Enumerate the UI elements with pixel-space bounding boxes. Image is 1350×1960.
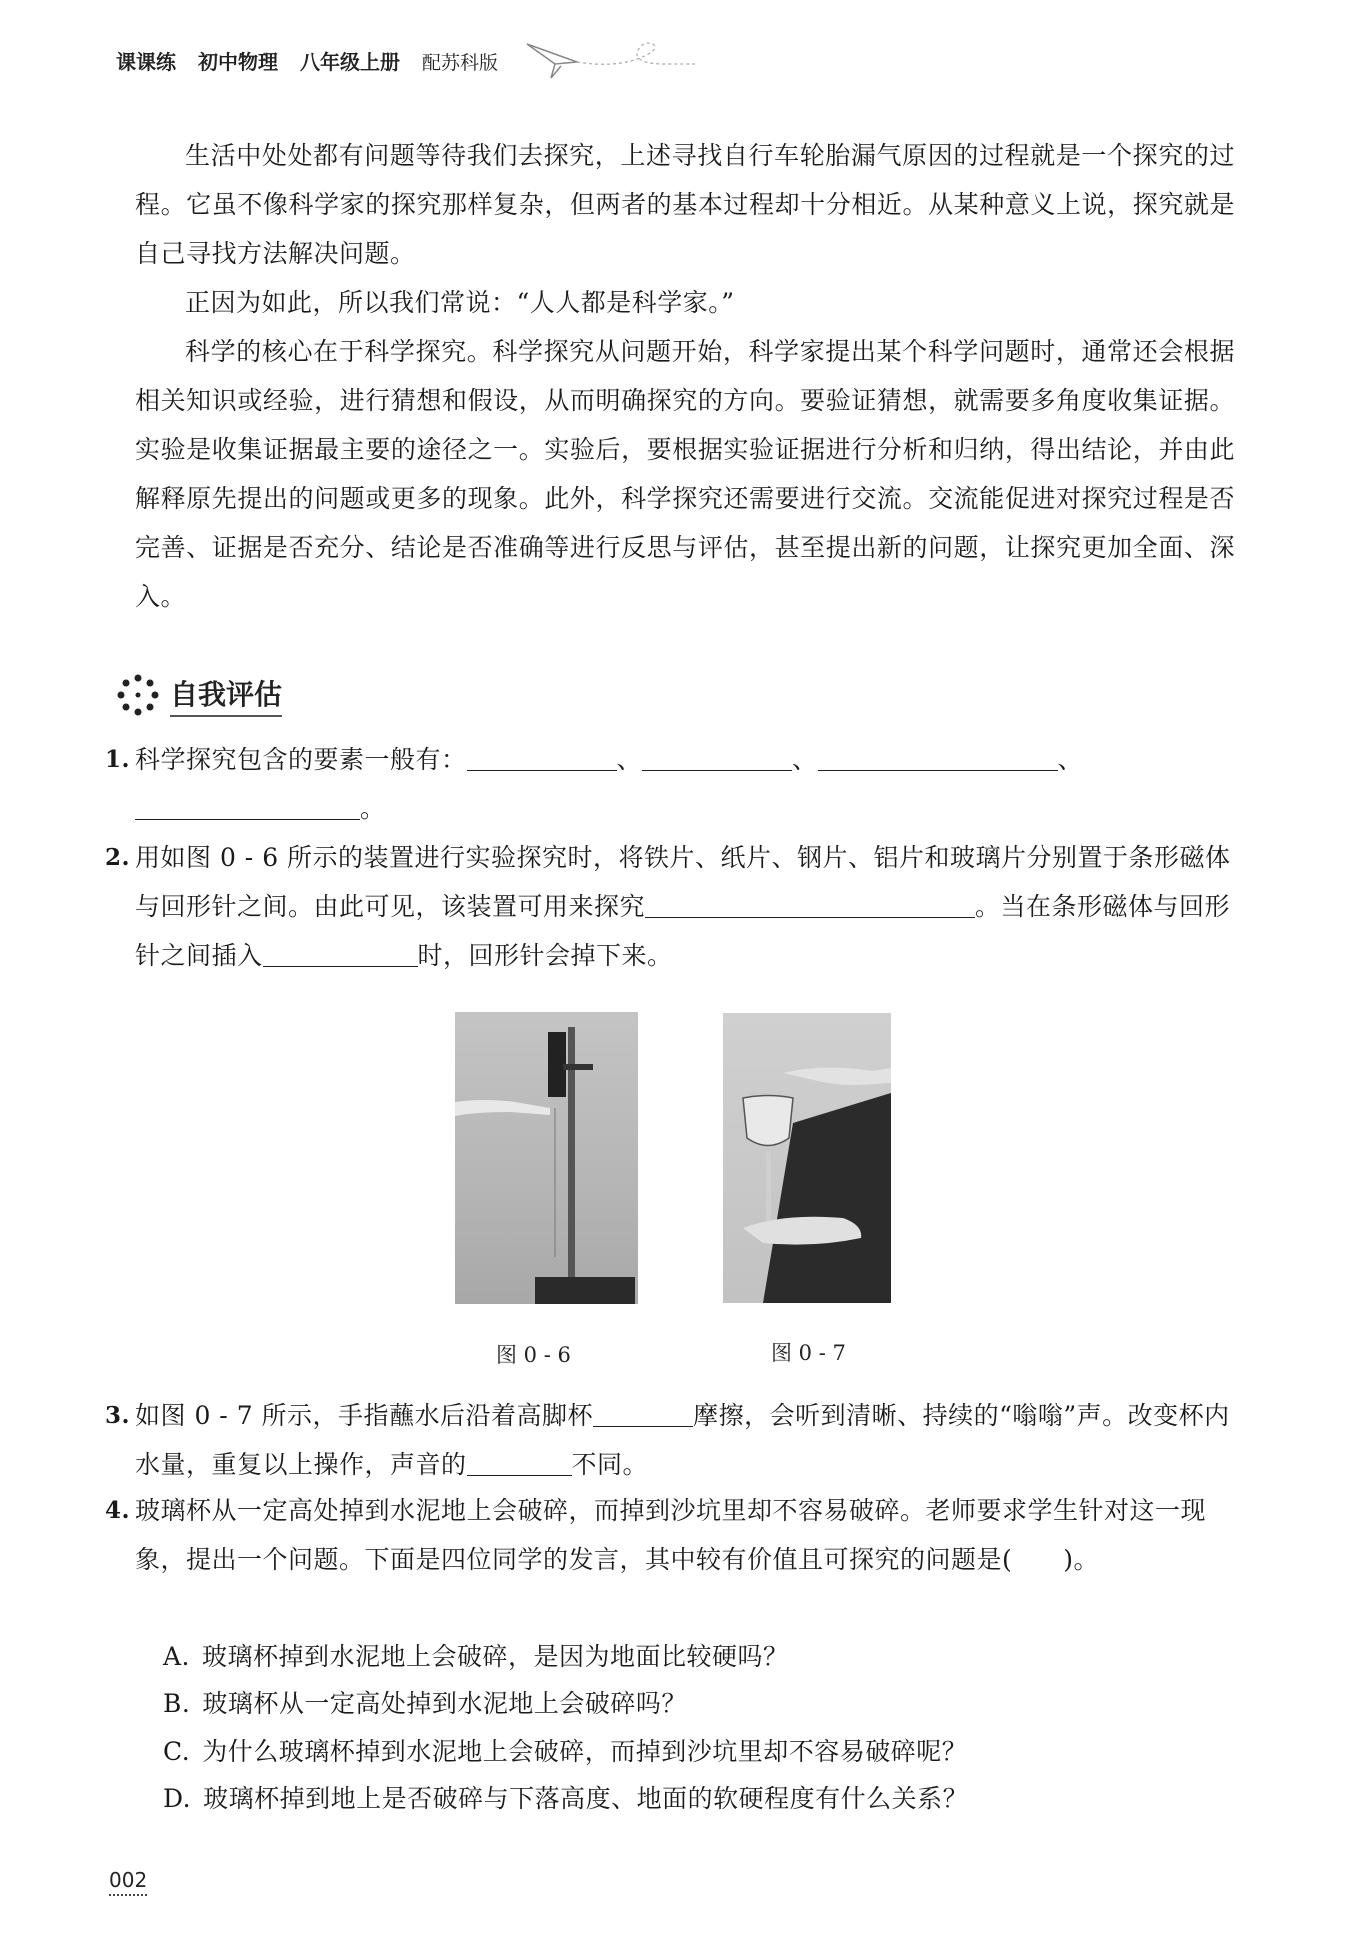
separator: 、 [1057, 745, 1084, 774]
option-key: D. [163, 1784, 192, 1813]
book-grade: 八年级上册 [300, 50, 400, 74]
separator: 、 [792, 745, 818, 774]
book-series: 课课练 [116, 50, 176, 74]
option-text: 为什么玻璃杯掉到水泥地上会破碎，而掉到沙坑里却不容易破碎呢？ [202, 1737, 968, 1766]
question-text: 。当在条形磁体与回形针之间插入 [135, 892, 1231, 970]
option-c[interactable] [163, 1732, 967, 1772]
answer-blank[interactable] [263, 965, 418, 967]
figure-0-6-photo [455, 1012, 638, 1304]
option-d[interactable] [163, 1779, 968, 1819]
question-1 [105, 735, 1235, 833]
figure-0-7-photo [723, 1013, 891, 1303]
question-text: 科学探究包含的要素一般有： [135, 745, 467, 774]
option-b[interactable] [163, 1684, 687, 1724]
book-subject: 初中物理 [198, 50, 278, 74]
answer-blank[interactable] [467, 769, 617, 771]
section-title: 自我评估 [170, 673, 282, 717]
option-a[interactable] [163, 1637, 789, 1677]
question-text: 如图 0 - 7 所示，手指蘸水后沿着高脚杯 [135, 1401, 594, 1430]
intro-paragraph-2: 正因为如此，所以我们常说：“人人都是科学家。” [185, 288, 735, 317]
page-header [116, 46, 498, 75]
option-text: 玻璃杯从一定高处掉到水泥地上会破碎吗？ [202, 1689, 687, 1718]
option-text: 玻璃杯掉到水泥地上会破碎，是因为地面比较硬吗？ [202, 1642, 789, 1671]
intro-paragraph-1: 生活中处处都有问题等待我们去探究，上述寻找自行车轮胎漏气原因的过程就是一个探究的过程。它虽不像科学家的探究那样复杂，但两者的基本过程却十分相近。从某种意义上说，探究就是自己寻找方法解决问题。 [135, 141, 1235, 268]
question-number: 2. [105, 844, 131, 871]
page-number: 002 [109, 1868, 147, 1896]
answer-blank[interactable] [645, 916, 975, 918]
question-number: 1. [105, 746, 131, 773]
question-3 [105, 1391, 1235, 1489]
answer-blank[interactable] [593, 1425, 693, 1427]
figure-0-7-caption: 图 0 - 7 [771, 1341, 846, 1365]
paper-plane-decoration [525, 34, 695, 84]
question-text: 时，回形针会掉下来。 [417, 941, 673, 970]
question-text: 玻璃杯从一定高处掉到水泥地上会破碎，而掉到沙坑里却不容易破碎。老师要求学生针对这一现象，提出一个问题。下面是四位同学的发言，其中较有价值且可探究的问题是( )。 [135, 1496, 1207, 1574]
book-edition: 配苏科版 [422, 52, 499, 74]
separator: 、 [616, 745, 643, 774]
answer-blank[interactable] [467, 1474, 572, 1476]
question-4 [105, 1486, 1235, 1584]
option-text: 玻璃杯掉到地上是否破碎与下落高度、地面的软硬程度有什么关系？ [203, 1784, 969, 1813]
question-2 [105, 833, 1235, 980]
answer-blank[interactable] [818, 769, 1058, 771]
option-key: C. [163, 1737, 191, 1766]
question-number: 4. [105, 1497, 131, 1524]
dots-icon [116, 673, 160, 717]
question-text: 用如图 0 - 6 所示的装置进行实验探究时，将铁片、纸片、钢片、铝片和玻璃片分别置于条形磁体与回形针之间。由此可见，该装置可用来探究 [135, 843, 1231, 921]
question-text: 不同。 [571, 1450, 649, 1479]
option-key: A. [163, 1642, 191, 1671]
question-number: 3. [105, 1402, 131, 1429]
answer-blank[interactable] [135, 818, 360, 820]
figure-0-6-caption: 图 0 - 6 [496, 1343, 571, 1367]
separator: 。 [360, 794, 386, 823]
answer-blank[interactable] [642, 769, 792, 771]
question-text: 摩擦，会听到清晰、持续的“嗡嗡”声。改变杯内水量，重复以上操作，声音的 [135, 1401, 1230, 1479]
section-heading [116, 673, 282, 717]
option-key: B. [163, 1689, 191, 1718]
intro-paragraph-3: 科学的核心在于科学探究。科学探究从问题开始，科学家提出某个科学问题时，通常还会根据相关知识或经验，进行猜想和假设，从而明确探究的方向。要验证猜想，就需要多角度收集证据。实验是收集证据最主要的途径之一。实验后，要根据实验证据进行分析和归纳，得出结论，并由此解释原先提出的问题或更多的现象。此外，科学探究还需要进行交流。交流能促进对探究过程是否完善、证据是否充分、结论是否准确等进行反思与评估，甚至提出新的问题，让探究更加全面、深入。 [135, 337, 1235, 611]
